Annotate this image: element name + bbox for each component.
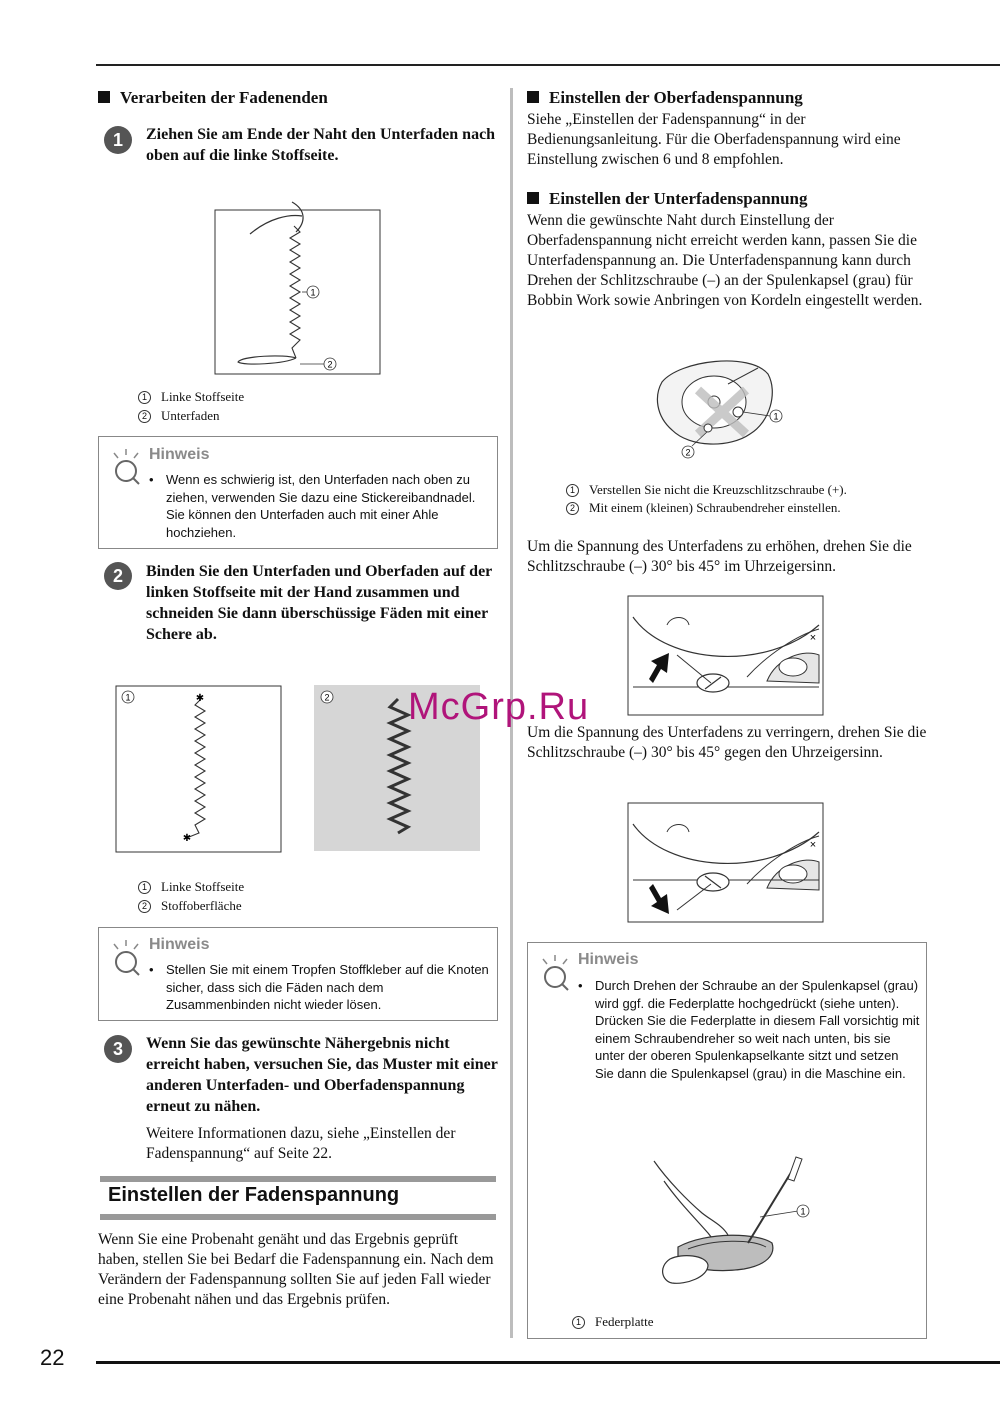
chapter-title: Einstellen der Fadenspannung — [108, 1184, 400, 1206]
bottom-rule — [96, 1361, 1000, 1364]
step-3-badge: 3 — [104, 1035, 132, 1063]
step-3-text: Wenn Sie das gewünschte Nähergebnis nicht erreicht haben, versuchen Sie, das Muster mit einer anderen Unterfaden- und Oberfadenspannung erneut zu nähen. — [146, 1035, 498, 1115]
note-box-1 — [98, 436, 498, 549]
figure-spring-plate — [648, 1151, 818, 1299]
note-title: Hinweis — [578, 951, 639, 968]
svg-text:1: 1 — [310, 287, 316, 298]
note-box-3 — [527, 942, 927, 1339]
fig1-caption-1: 1 Linke Stoffseite — [138, 387, 244, 406]
fig2-caption-2: 2 Stoffoberfläche — [138, 896, 242, 915]
fig3-caption-1: 1 Verstellen Sie nicht die Kreuzschlitzschraube (+). — [566, 480, 847, 499]
step-3-subtext: Weitere Informationen dazu, siehe „Einstellen der Fadenspannung“ auf Seite 22. — [146, 1125, 456, 1162]
figure-turn-counterclockwise — [627, 802, 825, 924]
svg-text:2: 2 — [327, 359, 333, 370]
note-title: Hinweis — [149, 936, 210, 953]
section-heading-unterfaden: Einstellen der Unterfadenspannung — [527, 189, 808, 209]
chapter-intro-text: Wenn Sie eine Probenaht genäht und das Ergebnis geprüft haben, stellen Sie bei Bedarf die Fadenspannung ein. Nach dem Verändern der Fadenspannung sollten Sie auf jeden Fall wieder eine Probenaht nähen und das Ergebnis prüfen. — [98, 1231, 494, 1308]
section-heading-fadenenden: Verarbeiten der Fadenenden — [98, 88, 328, 108]
svg-text:1: 1 — [125, 692, 131, 703]
oberfaden-text: Siehe „Einstellen der Fadenspannung“ in der Bedienungsanleitung. Für die Oberfadenspannung wird eine Einstellung zwischen 6 und 8 empfohlen. — [527, 111, 901, 168]
note-body: • Wenn es schwierig ist, den Unterfaden nach oben zu ziehen, verwenden Sie dazu eine Stickereibandnadel. Sie können den Unterfaden auch mit einer Ahle hochziehen. — [149, 472, 476, 540]
chapter-bottom-bar — [100, 1214, 496, 1220]
svg-text:2: 2 — [685, 447, 691, 458]
step-2-text: Binden Sie den Unterfaden und Oberfaden auf der linken Stoffseite mit der Hand zusammen und schneiden Sie dann überschüssige Fäden mit einer Schere ab. — [146, 563, 492, 643]
svg-text:1: 1 — [800, 1206, 806, 1217]
note-magnifier-icon — [109, 938, 143, 976]
chapter-header — [100, 1176, 496, 1220]
note-body: • Durch Drehen der Schraube an der Spulenkapsel (grau) wird ggf. die Federplatte hochgedrückt (siehe unten). Drücken Sie die Federplatte in diesem Fall vorsichtig mit einem Schraubendreher so weit nach unten, bis sie unter der oberen Spulenkapselkante sitzt und setzen Sie dann die Spulenkapsel (grau) in die Maschine ein. — [578, 978, 920, 1081]
fig2-caption-1: 1 Linke Stoffseite — [138, 877, 244, 896]
increase-tension-text: Um die Spannung des Unterfadens zu erhöhen, drehen Sie die Schlitzschraube (–) 30° bis 45° im Uhrzeigersinn. — [527, 538, 912, 575]
note-magnifier-icon — [109, 447, 143, 485]
chapter-top-bar — [100, 1176, 496, 1182]
square-bullet-icon — [527, 91, 539, 103]
svg-text:✱: ✱ — [195, 693, 205, 704]
note-box-2 — [98, 927, 498, 1021]
svg-text:×: × — [809, 632, 817, 644]
figure-turn-clockwise — [627, 595, 825, 717]
svg-text:2: 2 — [324, 692, 330, 703]
svg-text:×: × — [809, 839, 817, 851]
svg-text:✱: ✱ — [182, 833, 192, 844]
section-heading-oberfaden: Einstellen der Oberfadenspannung — [527, 88, 803, 108]
fig1-caption-2: 2 Unterfaden — [138, 406, 219, 425]
fig6-caption: 1 Federplatte — [572, 1312, 653, 1331]
step-2-badge: 2 — [104, 562, 132, 590]
figure-bobbin-thread-pulled — [214, 196, 384, 376]
decrease-tension-text: Um die Spannung des Unterfadens zu verringern, drehen Sie die Schlitzschraube (–) 30° bis 45° gegen den Uhrzeigersinn. — [527, 724, 927, 761]
top-rule — [96, 64, 1000, 66]
figure-left-fabric-side — [115, 685, 283, 855]
unterfaden-text: Wenn die gewünschte Naht durch Einstellung der Oberfadenspannung nicht erreicht werden kann, passen Sie die Unterfadenspannung an. Die Unterfadenspannung kann durch Drehen der Schlitzschraube (–) an der Spulenkapsel (grau) für Bobbin Work sowie Anbringen von Kordeln eingestellt werden. — [527, 212, 923, 309]
note-body: • Stellen Sie mit einem Tropfen Stoffkleber auf die Knoten sicher, dass sich die Fäden nach dem Zusammenbinden nicht wieder lösen. — [149, 962, 489, 1012]
square-bullet-icon — [98, 91, 110, 103]
figure-bobbin-case — [650, 352, 790, 464]
svg-text:1: 1 — [773, 411, 779, 422]
note-title: Hinweis — [149, 446, 210, 463]
fig3-caption-2: 2 Mit einem (kleinen) Schraubendreher einstellen. — [566, 498, 841, 517]
step-1-text: Ziehen Sie am Ende der Naht den Unterfaden nach oben auf die linke Stoffseite. — [146, 126, 496, 164]
page-number: 22 — [40, 1345, 65, 1370]
square-bullet-icon — [527, 192, 539, 204]
note-magnifier-icon — [538, 953, 572, 991]
step-1-badge: 1 — [104, 126, 132, 154]
watermark: McGrp.Ru — [408, 686, 590, 728]
